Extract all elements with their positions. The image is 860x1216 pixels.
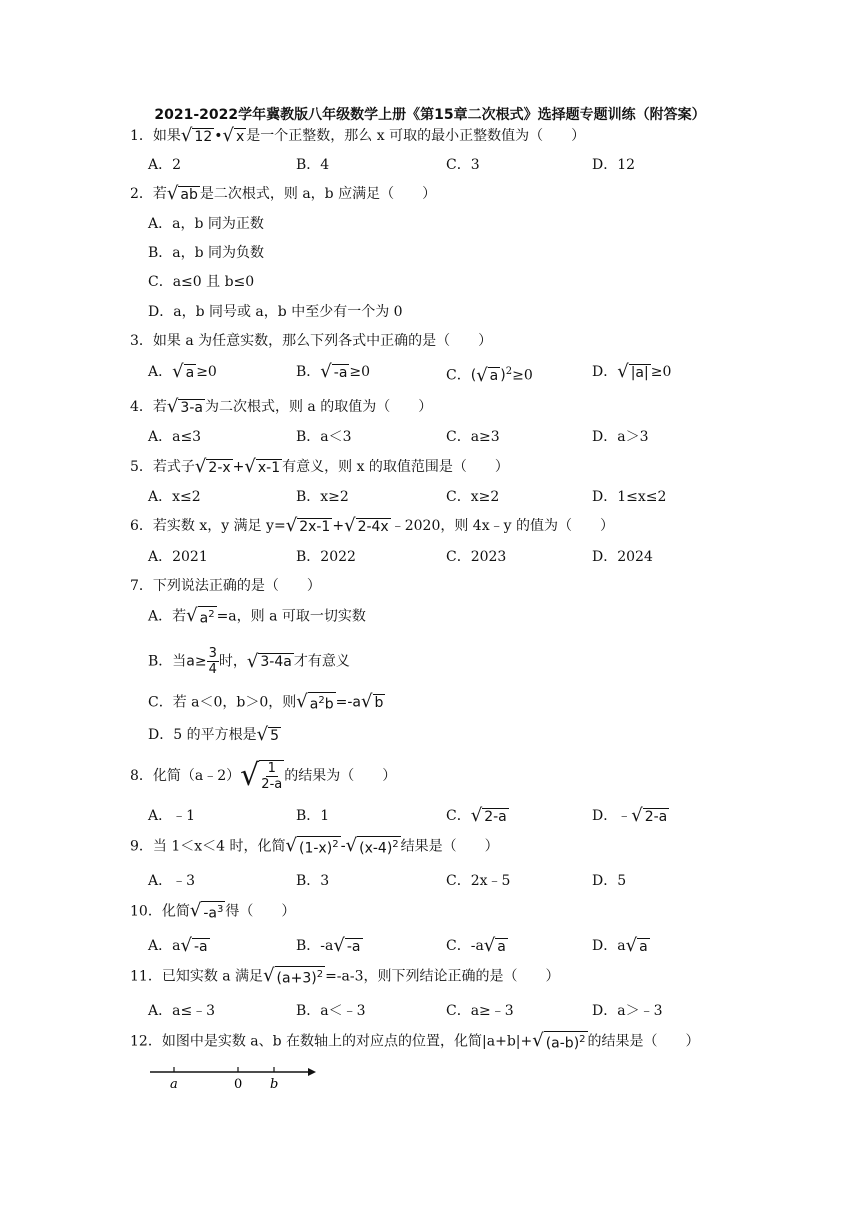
q6-option-b[interactable]: B．2022: [296, 549, 356, 565]
q1-suffix: 是一个正整数，那么 x 可取的最小正整数值为（ ）: [246, 128, 586, 144]
q1-radical-1: √ 12: [180, 125, 213, 146]
q10-a-radical: √ -a: [180, 935, 208, 956]
q9-option-d[interactable]: D．5: [592, 873, 627, 889]
q5-option-b[interactable]: B．x≥2: [296, 489, 349, 505]
q6-radical-1: √ 2x-1: [285, 515, 331, 536]
q7-b-fraction: $\frac{3}{4}$: [208, 646, 217, 677]
q10-option-b[interactable]: B．-a√ -a: [296, 935, 361, 956]
q12-radical: √ $(a-b)^2$: [532, 1030, 586, 1052]
q9-option-b[interactable]: B．3: [296, 873, 330, 889]
q6-radical-2: √ 2-4x: [344, 515, 389, 536]
q11-option-a[interactable]: A．a≤﹣3: [148, 1003, 216, 1019]
q11-radical: √ $(a+3)^2$: [263, 965, 324, 987]
question-7: 7．下列说法正确的是（ ）: [130, 578, 321, 594]
q1-option-b[interactable]: B．4: [296, 157, 330, 173]
question-10: 10．化简√ $-a^3$ 得（ ）: [130, 900, 296, 922]
q3-c-radical: √ a: [476, 364, 499, 386]
q9-option-a[interactable]: A．﹣3: [148, 873, 196, 889]
label-b: b: [270, 1077, 279, 1092]
number-line-arrow-icon: [308, 1068, 316, 1076]
q2-prefix: 2．若: [130, 186, 167, 202]
q7-option-a[interactable]: A．若√ $a^2 =a$，则 a 可取一切实数: [148, 605, 366, 627]
question-1: [130, 126, 585, 146]
q3-option-d[interactable]: D．√ |a| ≥0: [592, 361, 672, 382]
q7-option-c[interactable]: C．若 a＜0，b＞0，则√ $a^2b =-a√$ b: [148, 691, 384, 713]
number-line-figure: [148, 1062, 328, 1094]
q4-option-d[interactable]: D．a＞3: [592, 429, 649, 445]
q8-option-c[interactable]: C．√ 2-a: [446, 805, 507, 826]
q8-option-d[interactable]: D．﹣√ 2-a: [592, 805, 668, 826]
q3-option-a[interactable]: A．√ a ≥0: [148, 361, 217, 382]
question-3: 3．如果 a 为任意实数，那么下列各式中正确的是（ ）: [130, 333, 493, 349]
q7-c-radical-2: √ b: [361, 691, 384, 713]
q11-option-b[interactable]: B．a＜﹣3: [296, 1003, 366, 1019]
q1-radical-2: √ x: [222, 125, 245, 146]
q7-option-b[interactable]: B．当a≥ $\frac{3}{4}$ 时，√ 3-4a 才有意义: [148, 646, 350, 677]
q4-radical: √ 3-a: [166, 396, 203, 417]
q3-option-c[interactable]: C．(√ a )$^2$≥0: [446, 364, 533, 386]
q8-c-radical: √ 2-a: [470, 805, 507, 826]
q2-suffix: 是二次根式，则 a，b 应满足（ ）: [199, 186, 437, 202]
q8-d-radical: √ 2-a: [631, 805, 668, 826]
q5-radical-2: √ x-1: [244, 456, 281, 477]
q10-option-a[interactable]: A．a√ -a: [148, 935, 208, 956]
q2-radical: √ ab: [166, 183, 198, 204]
q7-d-radical: √ 5: [256, 724, 279, 745]
q9-radical-1: √ $(1-x)^2$: [285, 835, 339, 857]
q1-prefix: 1．如果: [130, 128, 181, 144]
q5-option-a[interactable]: A．x≤2: [148, 489, 201, 505]
q10-c-radical: √ a: [483, 935, 506, 956]
q10-radical: √ $-a^3$: [189, 900, 224, 922]
q5-option-d[interactable]: D．1≤x≤2: [592, 489, 667, 505]
q4-option-b[interactable]: B．a＜3: [296, 429, 352, 445]
q1-option-a[interactable]: A．2: [148, 157, 182, 173]
q6-option-d[interactable]: D．2024: [592, 549, 653, 565]
q3-d-radical: √ |a|: [617, 361, 649, 382]
label-0: 0: [234, 1077, 243, 1092]
q5-radical-1: √ 2-x: [194, 456, 231, 477]
question-6: 6．若实数 x，y 满足 y=√ 2x-1 +√ 2-4x ﹣2020，则 4x﹣y 的值为（ ）: [130, 515, 614, 536]
q3-option-b[interactable]: B．√ -a ≥0: [296, 361, 371, 382]
q8-option-a[interactable]: A．﹣1: [148, 808, 196, 824]
q10-b-radical: √ -a: [333, 935, 361, 956]
question-4: 4．若√ 3-a 为二次根式，则 a 的取值为（ ）: [130, 396, 433, 417]
question-8: 8．化简（a﹣2）√ $\frac{1}{2-a}$ 的结果为（ ）: [130, 758, 397, 793]
q6-option-a[interactable]: A．2021: [148, 549, 208, 565]
q10-option-d[interactable]: D．a√ a: [592, 935, 648, 956]
q5-option-c[interactable]: C．x≥2: [446, 489, 500, 505]
q7-b-radical: √ 3-4a: [246, 650, 292, 672]
q4-option-c[interactable]: C．a≥3: [446, 429, 500, 445]
q7-option-d[interactable]: D．5 的平方根是√ 5: [148, 724, 279, 745]
q11-option-c[interactable]: C．a≥﹣3: [446, 1003, 514, 1019]
question-2: [130, 184, 436, 204]
question-9: 9．当 1＜x＜4 时，化简√ $(1-x)^2$ -√ $(x-4)^2$ 结果是（ ）: [130, 835, 499, 857]
q10-option-c[interactable]: C．-a√ a: [446, 935, 506, 956]
q9-option-c[interactable]: C．2x﹣5: [446, 873, 511, 889]
q1-option-d[interactable]: D．12: [592, 157, 636, 173]
q4-option-a[interactable]: A．a≤3: [148, 429, 202, 445]
q7-c-radical-1: √ $a^2b$: [296, 691, 334, 713]
q8-option-b[interactable]: B．1: [296, 808, 330, 824]
label-a: a: [170, 1077, 178, 1092]
page-title: 2021-2022学年冀教版八年级数学上册《第15章二次根式》选择题专题训练（附答案）: [154, 107, 706, 123]
q6-option-c[interactable]: C．2023: [446, 549, 507, 565]
q1-option-c[interactable]: C．3: [446, 157, 480, 173]
q2-option-a[interactable]: A．a，b 同为正数: [148, 216, 264, 232]
q3-b-radical: √ -a: [320, 361, 348, 382]
question-11: 11．已知实数 a 满足√ $(a+3)^2 =-a-3$，则下列结论正确的是（ ）: [130, 965, 560, 987]
q2-option-d[interactable]: D．a，b 同号或 a，b 中至少有一个为 0: [148, 304, 403, 320]
q8-radical: √ $\frac{1}{2-a}$: [240, 758, 283, 793]
q2-option-b[interactable]: B．a，b 同为负数: [148, 245, 265, 261]
question-12: 12．如图中是实数 a、b 在数轴上的对应点的位置，化简|a+b|+√ $(a-b)^2$ 的结果是（ ）: [130, 1030, 700, 1052]
question-5: 5．若式子√ 2-x +√ x-1 有意义，则 x 的取值范围是（ ）: [130, 456, 509, 477]
q7-a-radical: √ $a^2$: [186, 605, 215, 627]
q9-radical-2: √ $(x-4)^2$: [345, 835, 399, 857]
q11-option-d[interactable]: D．a＞﹣3: [592, 1003, 663, 1019]
q3-a-radical: √ a: [172, 361, 195, 382]
q1-dot: •: [214, 128, 223, 144]
q2-option-c[interactable]: C．a≤0 且 b≤0: [148, 274, 255, 290]
q10-d-radical: √ a: [625, 935, 648, 956]
